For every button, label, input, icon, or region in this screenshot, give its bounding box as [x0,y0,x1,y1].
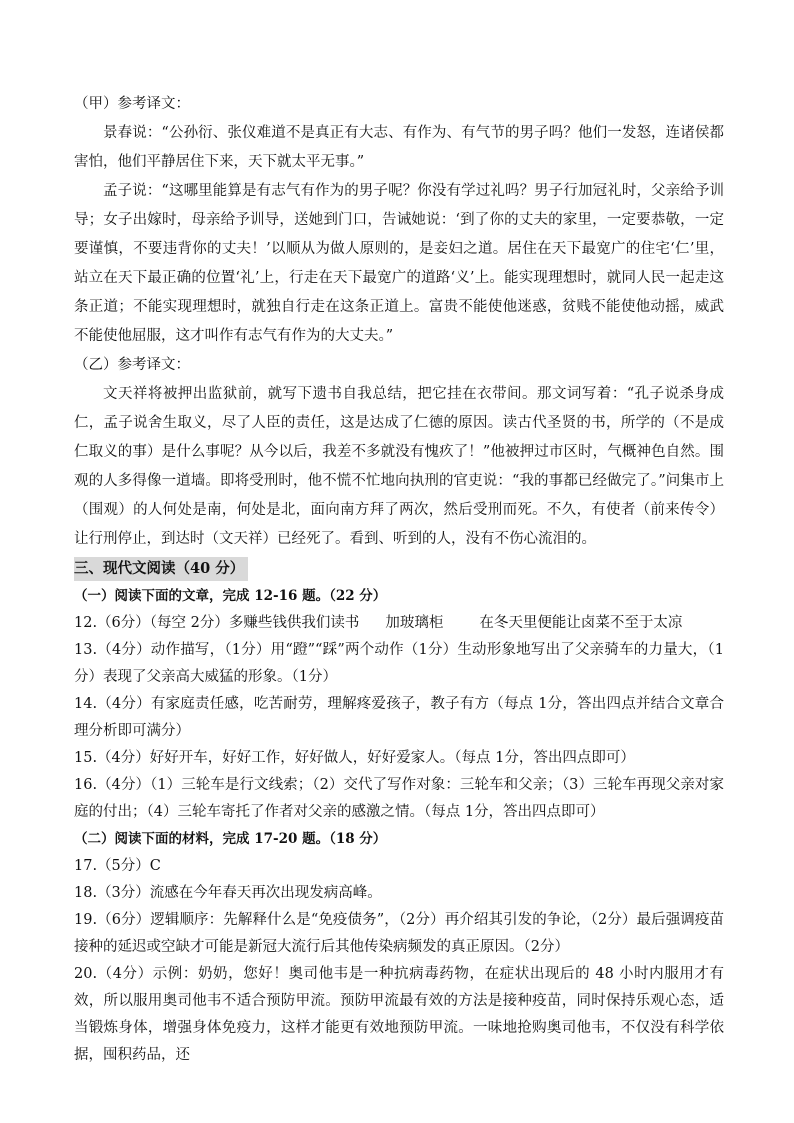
q12-prefix: 12.（6分）（每空 2分）多赚些钱供我们读书 [74,615,360,631]
q12-answer-2: 加玻璃柜 [385,615,444,631]
part-2-heading: （二）阅读下面的材料，完成 17-20 题。（18 分） [74,831,387,847]
answer-q13: 13.（4分）动作描写，（1分）用“蹬”“踩”两个动作（1分）生动形象地写出了父亲骑车的力量大，（1分）表现了父亲高大威猛的形象。（1分） [74,642,724,685]
jia-paragraph-2: 孟子说：“这哪里能算是有志气有作为的男子呢？你没有学过礼吗？男子行加冠礼时，父亲给予训导；女子出嫁时，母亲给予训导，送她到门口，告诫她说：‘到了你的丈夫的家里，一定要恭敬，一定要谨慎，不要违背你的丈夫！’以顺从为做人原则的，是妾妇之道。居住在天下最宽广的住宅‘仁’里，站立在天下最正确的位置‘礼’上，行走在天下最宽广的道路‘义’上。能实现理想时，就同人民一起走这条正道；不能实现理想时，就独自行走在这条正道上。富贵不能使他迷惑，贫贱不能使他动摇，威武不能使他屈服，这才叫作有志气有作为的大丈夫。” [74,183,724,344]
answer-q15: 15.（4分）好好开车，好好工作，好好做人，好好爱家人。（每点 1分，答出四点即可） [74,750,635,766]
answer-q16: 16.（4分）（1）三轮车是行文线索；（2）交代了写作对象：三轮车和父亲；（3）三轮车再现父亲对家庭的付出；（4）三轮车寄托了作者对父亲的感激之情。（每点 1分，答出四点即可） [74,777,724,820]
answer-q14: 14.（4分）有家庭责任感，吃苦耐劳，理解疼爱孩子，教子有方（每点 1分，答出四点并结合文章合理分析即可满分） [74,696,724,739]
answer-q17: 17.（5分）C [74,858,161,874]
jia-paragraph-1: 景春说：“公孙衍、张仪难道不是真正有大志、有作为、有气节的男子吗？他们一发怒，连诸侯都害怕，他们平静居住下来，天下就太平无事。” [74,125,724,170]
part-1-heading: （一）阅读下面的文章，完成 12-16 题。（22 分） [74,588,387,604]
answer-q12 [74,610,724,637]
yi-paragraph-1: 文天祥将被押出监狱前，就写下遗书自我总结，把它挂在衣带间。那文词写着：“孔子说杀身成仁，孟子说舍生取义，尽了人臣的责任，这是达成了仁德的原因。读古代圣贤的书，所学的（不是成仁取义的事）是什么事呢？从今以后，我差不多就没有愧疚了！”他被押过市区时，气概神色自然。围观的人多得像一道墙。即将受刑时，他不慌不忙地向执刑的官吏说：“我的事都已经做完了。”问集市上（围观）的人何处是南，何处是北，面向南方拜了两次，然后受刑而死。不久，有使者（前来传令）让行刑停止，到达时（文天祥）已经死了。看到、听到的人，没有不伤心流泪的。 [74,386,724,547]
jia-label: （甲）参考译文： [74,96,190,112]
answer-q20: 20.（4分）示例：奶奶，您好！奥司他韦是一种抗病毒药物，在症状出现后的 48 小时内服用才有效，所以服用奥司他韦不适合预防甲流。预防甲流最有效的方法是接种疫苗，同时保持乐观心态，适当锻炼身体，增强身体免疫力，这样才能更有效地预防甲流。一味地抢购奥司他韦，不仅没有科学依据，囤积药品，还 [74,966,724,1063]
section-3-heading: 三、现代文阅读（40 分） [74,557,248,581]
answer-q18: 18.（3分）流感在今年春天再次出现发病高峰。 [74,885,382,901]
yi-label: （乙）参考译文： [74,357,190,373]
answer-q19: 19.（6分）逻辑顺序：先解释什么是“免疫债务”，（2分）再介绍其引发的争论，（2分）最后强调疫苗接种的延迟或空缺才可能是新冠大流行后其他传染病频发的真正原因。（2分） [74,912,724,955]
answer-page [74,90,724,1069]
q12-answer-3: 在冬天里便能让卤菜不至于太凉 [479,615,683,631]
